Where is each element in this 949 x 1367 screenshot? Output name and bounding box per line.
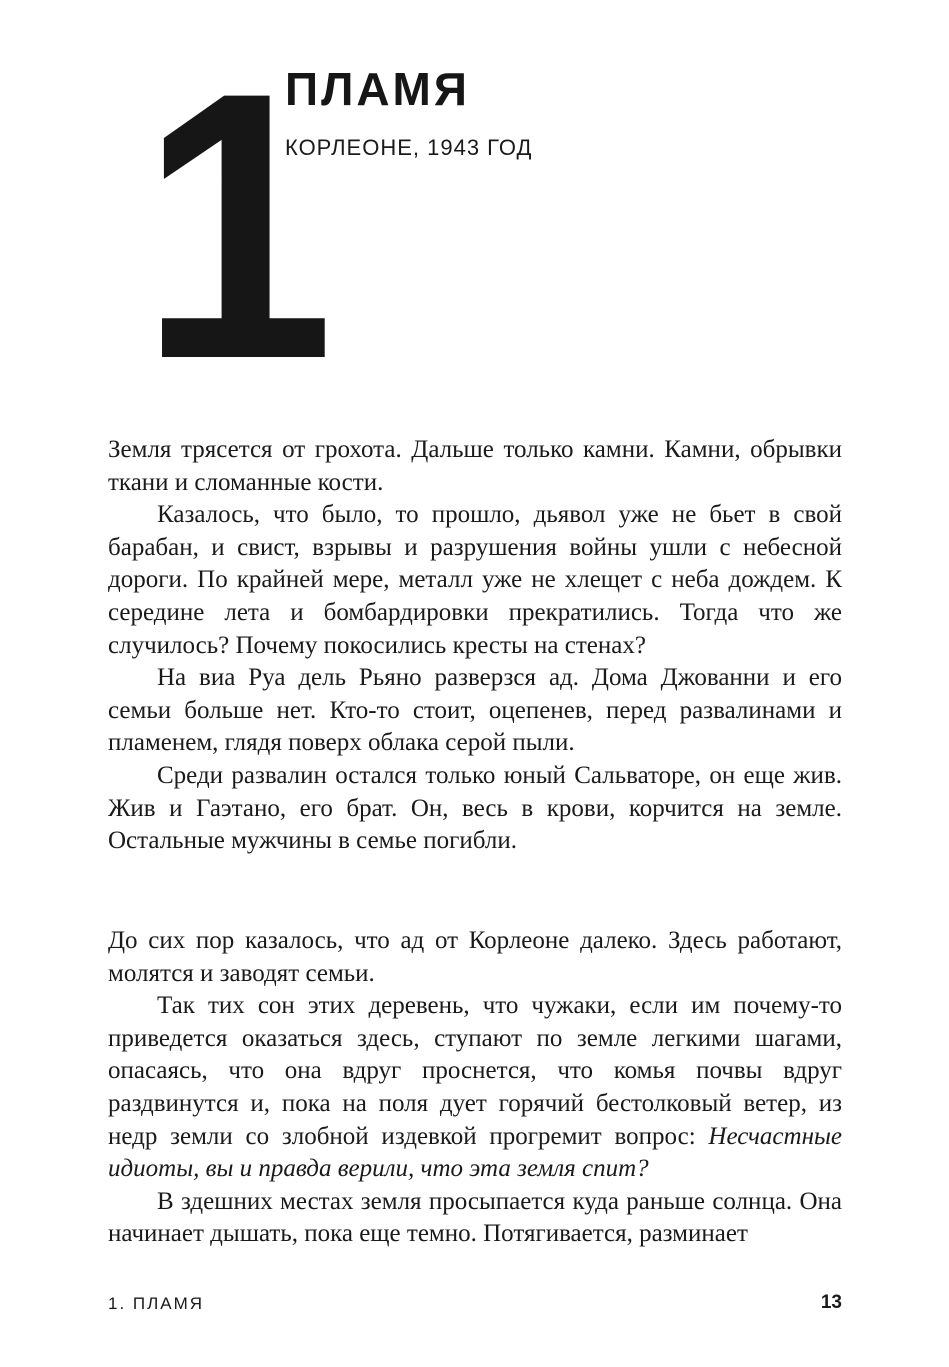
chapter-title: ПЛАМЯ: [285, 63, 470, 115]
chapter-number: 1: [140, 13, 326, 438]
text-section-1: [108, 434, 842, 858]
paragraph: [108, 990, 842, 1186]
paragraph-text: Так тих сон этих деревень, что чужаки, если им почему-то приведется оказаться здесь, ступают по земле легкими шагами, опасаясь, что она вдруг проснется, что комья почвы вдруг раздвинутся и, пока на поля дует горячий бестолковый ветер, из недр земли со злобной издевкой прогремит вопрос:: [108, 992, 842, 1150]
paragraph: Среди развалин остался только юный Сальваторе, он еще жив. Жив и Гаэтано, его брат. Он, весь в крови, корчится на земле. Остальные мужчины в семье погибли.: [108, 761, 842, 855]
running-footer-title: 1. ПЛАМЯ: [108, 1294, 205, 1313]
paragraph: В здешних местах земля просыпается куда раньше солнца. Она начинает дышать, пока еще темно. Потягивается, разминает: [108, 1187, 842, 1248]
chapter-subtitle: КОРЛЕОНЕ, 1943 ГОД: [285, 135, 533, 160]
page-number: 13: [820, 1292, 842, 1313]
paragraph: Казалось, что было, то прошло, дьявол уже не бьет в свой барабан, и свист, взрывы и разрушения войны ушли с небесной дороги. По крайней мере, металл уже не хлещет с неба дождем. К середине лета и бомбардировки прекратились. Тогда что же случилось? Почему покосились кресты на стенах?: [108, 501, 842, 659]
paragraph: На виа Руа дель Рьяно разверзся ад. Дома Джованни и его семьи больше нет. Кто-то стоит, оцепенев, перед развалинами и пламенем, глядя поверх облака серой пыли.: [108, 664, 842, 757]
italic-question: Несчастные идиоты, вы и правда верили, что эта земля спит?: [108, 1122, 842, 1183]
paragraph: До сих пор казалось, что ад от Корлеоне далеко. Здесь работают, молятся и заводят семьи.: [108, 927, 842, 987]
paragraph: Земля трясется от грохота. Дальше только камни. Камни, обрывки ткани и сломанные кости.: [108, 436, 842, 496]
text-section-2: [108, 925, 842, 1251]
